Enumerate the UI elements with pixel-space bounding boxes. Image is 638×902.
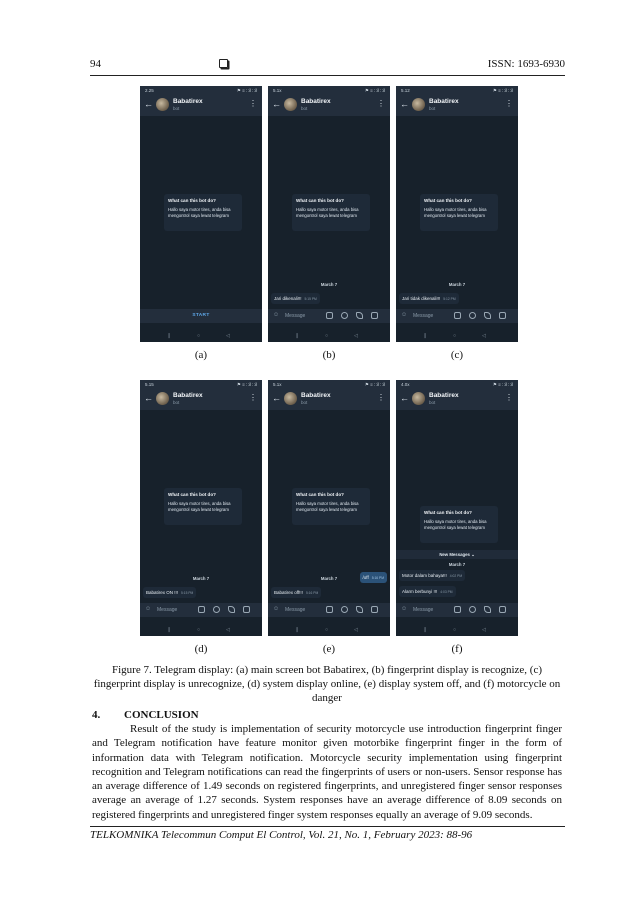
conclusion-paragraph: Result of the study is implementation of security motorcycle use introduction fingerprint finger and Telegram notification have feature monitor given motorbike fingerprint finger in the form of information data with Telegram notification. Motorcycle security implementation using fingerprint recognition and Telegram notifications can read the fingerprints of users or non-users. Sensor response has an average difference of 1.49 seconds on registered fingerprints, and unregistered finger sensor responses average an average of 1.27 seconds. System responses have an average difference of 8.09 seconds on registered fingerprints and unregistered finger system responses equally an average of 9.09 seconds. bbox=[92, 723, 562, 821]
emoji-icon[interactable]: ☺ bbox=[273, 312, 280, 318]
status-bar bbox=[140, 380, 262, 389]
subfigure-caption: (e) bbox=[322, 643, 336, 655]
message-input-bar bbox=[396, 309, 518, 323]
camera-icon[interactable] bbox=[371, 312, 378, 319]
intro-answer: Hallo saya motor tires, anda bisa mengontrol saya lewat telegram bbox=[168, 501, 231, 512]
status-bar bbox=[396, 86, 518, 95]
bot-status: bot bbox=[301, 106, 308, 111]
message-text: Motor dalam bahaya!!! bbox=[402, 573, 447, 578]
phone-screenshot bbox=[268, 86, 390, 342]
incoming-message bbox=[399, 570, 465, 581]
avatar[interactable] bbox=[412, 392, 425, 405]
bot-name: Babatirex bbox=[173, 98, 203, 105]
incoming-message bbox=[399, 293, 459, 304]
header-rule bbox=[90, 75, 565, 76]
phone-screenshot bbox=[140, 380, 262, 636]
new-messages-divider: New Messages ⌄ bbox=[396, 550, 518, 559]
message-text: Babatirex ON !!! bbox=[146, 590, 179, 595]
running-footer: TELKOMNIKA Telecommun Comput El Control, Vol. 21, No. 1, February 2023: 88-96 bbox=[90, 829, 473, 841]
incoming-message bbox=[143, 587, 196, 598]
status-icons: ⚑ ≡ ∷il ∷il bbox=[364, 382, 385, 387]
back-nav-icon[interactable]: ◁ bbox=[226, 333, 230, 339]
status-icons: ⚑ ≡ ∷il ∷il bbox=[492, 382, 513, 387]
attach-icon[interactable] bbox=[356, 312, 363, 319]
back-nav-icon[interactable]: ◁ bbox=[354, 627, 358, 633]
attach-icon[interactable] bbox=[228, 606, 235, 613]
intro-answer: Hallo saya motor tires, anda bisa mengontrol saya lewat telegram bbox=[424, 519, 487, 530]
back-nav-icon[interactable]: ◁ bbox=[226, 627, 230, 633]
intro-answer: Hallo saya motor tires, anda bisa mengontrol saya lewat telegram bbox=[296, 207, 359, 218]
command-icon[interactable] bbox=[326, 606, 333, 613]
date-label: March 7 bbox=[448, 562, 466, 567]
message-time: 4:02 PM bbox=[449, 574, 463, 578]
subfigure-caption: (d) bbox=[194, 643, 208, 655]
more-menu-icon[interactable]: ⋮ bbox=[377, 99, 385, 108]
back-arrow-icon[interactable]: ← bbox=[400, 99, 409, 109]
home-icon[interactable]: ○ bbox=[325, 627, 329, 633]
message-time: 5:16 PM bbox=[305, 591, 319, 595]
status-bar bbox=[396, 380, 518, 389]
status-time: 2.25 bbox=[145, 88, 154, 93]
figure-caption: Figure 7. Telegram display: (a) main screen bot Babatirex, (b) fingerprint display is recognize, (c) fingerprint display is unrecognize, (d) system display online, (e) display system off, and (f) motorcycle on danger bbox=[93, 664, 561, 704]
bot-intro-card bbox=[164, 488, 242, 525]
message-text: Jari dikenali!!! bbox=[274, 296, 302, 301]
chat-title-bar bbox=[396, 95, 518, 116]
phone-screenshot bbox=[140, 86, 262, 342]
status-time: 5.1x bbox=[273, 88, 282, 93]
intro-question: What can this bot do? bbox=[296, 492, 344, 497]
message-time: 5:15 PM bbox=[304, 297, 317, 301]
android-nav-bar bbox=[140, 331, 262, 342]
intro-question: What can this bot do? bbox=[168, 492, 216, 497]
subfigure-caption: (c) bbox=[450, 349, 464, 361]
back-arrow-icon[interactable]: ← bbox=[272, 393, 281, 403]
message-input-bar bbox=[268, 309, 390, 323]
status-time: 5.1x bbox=[273, 382, 282, 387]
bot-name: Babatirex bbox=[173, 392, 203, 399]
sticker-icon[interactable] bbox=[341, 312, 348, 319]
message-input[interactable]: Message bbox=[285, 607, 306, 613]
phone-screenshot bbox=[396, 86, 518, 342]
recent-apps-icon[interactable]: ∥ bbox=[424, 333, 427, 339]
back-arrow-icon[interactable]: ← bbox=[272, 99, 281, 109]
more-menu-icon[interactable]: ⋮ bbox=[249, 99, 257, 108]
more-menu-icon[interactable]: ⋮ bbox=[505, 393, 513, 402]
avatar[interactable] bbox=[284, 392, 297, 405]
bot-status: bot bbox=[429, 106, 436, 111]
bot-name: Babatirex bbox=[301, 98, 331, 105]
more-menu-icon[interactable]: ⋮ bbox=[505, 99, 513, 108]
emoji-icon[interactable]: ☺ bbox=[401, 606, 408, 612]
outgoing-text: /off bbox=[362, 575, 369, 580]
android-nav-bar bbox=[396, 331, 518, 342]
camera-icon[interactable] bbox=[499, 606, 506, 613]
back-arrow-icon[interactable]: ← bbox=[400, 393, 409, 403]
chat-title-bar bbox=[268, 95, 390, 116]
status-bar bbox=[268, 380, 390, 389]
emoji-icon[interactable]: ☺ bbox=[273, 606, 280, 612]
bot-status: bot bbox=[301, 400, 308, 405]
chat-title-bar bbox=[268, 389, 390, 410]
attach-icon[interactable] bbox=[356, 606, 363, 613]
message-time: 5:12 PM bbox=[443, 297, 456, 301]
avatar[interactable] bbox=[156, 392, 169, 405]
recent-apps-icon[interactable]: ∥ bbox=[296, 627, 299, 633]
command-icon[interactable] bbox=[326, 312, 333, 319]
message-input-bar bbox=[396, 603, 518, 617]
sticker-icon[interactable] bbox=[213, 606, 220, 613]
section-heading bbox=[92, 709, 199, 721]
status-time: 5.15 bbox=[145, 382, 154, 387]
bot-status: bot bbox=[173, 400, 180, 405]
outgoing-message bbox=[360, 572, 387, 583]
bot-name: Babatirex bbox=[301, 392, 331, 399]
intro-question: What can this bot do? bbox=[168, 198, 216, 203]
home-icon[interactable]: ○ bbox=[197, 333, 201, 339]
back-arrow-icon[interactable]: ← bbox=[144, 99, 153, 109]
sticker-icon[interactable] bbox=[469, 312, 476, 319]
chat-title-bar bbox=[140, 389, 262, 410]
emoji-icon[interactable]: ☺ bbox=[401, 312, 408, 318]
status-icons: ⚑ ≡ ∷il ∷il bbox=[364, 88, 385, 93]
status-bar bbox=[268, 86, 390, 95]
emoji-icon[interactable]: ☺ bbox=[145, 606, 152, 612]
running-header bbox=[90, 58, 565, 74]
home-icon[interactable]: ○ bbox=[325, 333, 329, 339]
status-bar bbox=[140, 86, 262, 95]
bot-intro-card bbox=[292, 488, 370, 525]
home-icon[interactable]: ○ bbox=[453, 333, 457, 339]
bot-name: Babatirex bbox=[429, 392, 459, 399]
bot-intro-card bbox=[292, 194, 370, 231]
attach-icon[interactable] bbox=[484, 312, 491, 319]
chat-title-bar bbox=[140, 95, 262, 116]
subfigure-caption: (a) bbox=[194, 349, 208, 361]
android-nav-bar bbox=[268, 625, 390, 636]
intro-question: What can this bot do? bbox=[424, 510, 472, 515]
attach-icon[interactable] bbox=[484, 606, 491, 613]
bot-intro-card bbox=[420, 506, 498, 543]
message-text: Jari tidak dikenali!!! bbox=[402, 296, 441, 301]
footer-rule bbox=[90, 826, 565, 827]
outgoing-time: 5:16 PM bbox=[371, 576, 384, 580]
status-time: 5.12 bbox=[401, 88, 410, 93]
back-nav-icon[interactable]: ◁ bbox=[354, 333, 358, 339]
camera-icon[interactable] bbox=[243, 606, 250, 613]
message-input[interactable]: Message bbox=[285, 313, 306, 319]
message-input-bar bbox=[268, 603, 390, 617]
date-label: March 7 bbox=[192, 576, 210, 581]
square-icon bbox=[219, 59, 228, 68]
intro-answer: Hallo saya motor tires, anda bisa mengontrol saya lewat telegram bbox=[424, 207, 487, 218]
more-menu-icon[interactable]: ⋮ bbox=[249, 393, 257, 402]
status-icons: ⚑ ≡ ∷il ∷il bbox=[236, 88, 257, 93]
avatar[interactable] bbox=[412, 98, 425, 111]
message-input[interactable]: Message bbox=[413, 607, 434, 613]
camera-icon[interactable] bbox=[371, 606, 378, 613]
recent-apps-icon[interactable]: ∥ bbox=[168, 333, 171, 339]
message-text: Babatirex off!!! bbox=[274, 590, 303, 595]
sticker-icon[interactable] bbox=[341, 606, 348, 613]
page-number: 94 bbox=[90, 58, 101, 70]
intro-question: What can this bot do? bbox=[296, 198, 344, 203]
incoming-message bbox=[271, 293, 320, 304]
command-icon[interactable] bbox=[454, 606, 461, 613]
status-time: 4.0x bbox=[401, 382, 410, 387]
home-icon[interactable]: ○ bbox=[453, 627, 457, 633]
message-text: Alarm berbunyi !!! bbox=[402, 589, 438, 594]
bot-status: bot bbox=[173, 106, 180, 111]
command-icon[interactable] bbox=[198, 606, 205, 613]
recent-apps-icon[interactable]: ∥ bbox=[168, 627, 171, 633]
status-icons: ⚑ ≡ ∷il ∷il bbox=[236, 382, 257, 387]
recent-apps-icon[interactable]: ∥ bbox=[424, 627, 427, 633]
message-time: 4:03 PM bbox=[440, 590, 453, 594]
bot-intro-card bbox=[164, 194, 242, 231]
back-arrow-icon[interactable]: ← bbox=[144, 393, 153, 403]
subfigure-caption: (f) bbox=[451, 643, 463, 655]
phone-screenshot bbox=[396, 380, 518, 636]
date-label: March 7 bbox=[448, 282, 466, 287]
incoming-message bbox=[271, 587, 321, 598]
date-label: March 7 bbox=[320, 576, 338, 581]
more-menu-icon[interactable]: ⋮ bbox=[377, 393, 385, 402]
command-icon[interactable] bbox=[454, 312, 461, 319]
home-icon[interactable]: ○ bbox=[197, 627, 201, 633]
bot-name: Babatirex bbox=[429, 98, 459, 105]
incoming-message bbox=[399, 586, 456, 597]
message-input[interactable]: Message bbox=[157, 607, 178, 613]
bot-intro-card bbox=[420, 194, 498, 231]
message-input-bar bbox=[140, 603, 262, 617]
message-input[interactable]: Message bbox=[413, 313, 434, 319]
avatar[interactable] bbox=[284, 98, 297, 111]
back-nav-icon[interactable]: ◁ bbox=[482, 627, 486, 633]
recent-apps-icon[interactable]: ∥ bbox=[296, 333, 299, 339]
section-number: 4. bbox=[92, 709, 101, 721]
issn: ISSN: 1693-6930 bbox=[487, 58, 565, 70]
phone-screenshot bbox=[268, 380, 390, 636]
chat-title-bar bbox=[396, 389, 518, 410]
section-title: CONCLUSION bbox=[124, 709, 199, 721]
start-button[interactable]: START bbox=[140, 309, 262, 323]
intro-question: What can this bot do? bbox=[424, 198, 472, 203]
subfigure-caption: (b) bbox=[322, 349, 336, 361]
android-nav-bar bbox=[140, 625, 262, 636]
sticker-icon[interactable] bbox=[469, 606, 476, 613]
android-nav-bar bbox=[396, 625, 518, 636]
android-nav-bar bbox=[268, 331, 390, 342]
camera-icon[interactable] bbox=[499, 312, 506, 319]
back-nav-icon[interactable]: ◁ bbox=[482, 333, 486, 339]
avatar[interactable] bbox=[156, 98, 169, 111]
intro-answer: Hallo saya motor tires, anda bisa mengontrol saya lewat telegram bbox=[168, 207, 231, 218]
bot-status: bot bbox=[429, 400, 436, 405]
date-label: March 7 bbox=[320, 282, 338, 287]
message-time: 5:15 PM bbox=[181, 591, 194, 595]
intro-answer: Hallo saya motor tires, anda bisa mengontrol saya lewat telegram bbox=[296, 501, 359, 512]
status-icons: ⚑ ≡ ∷il ∷il bbox=[492, 88, 513, 93]
